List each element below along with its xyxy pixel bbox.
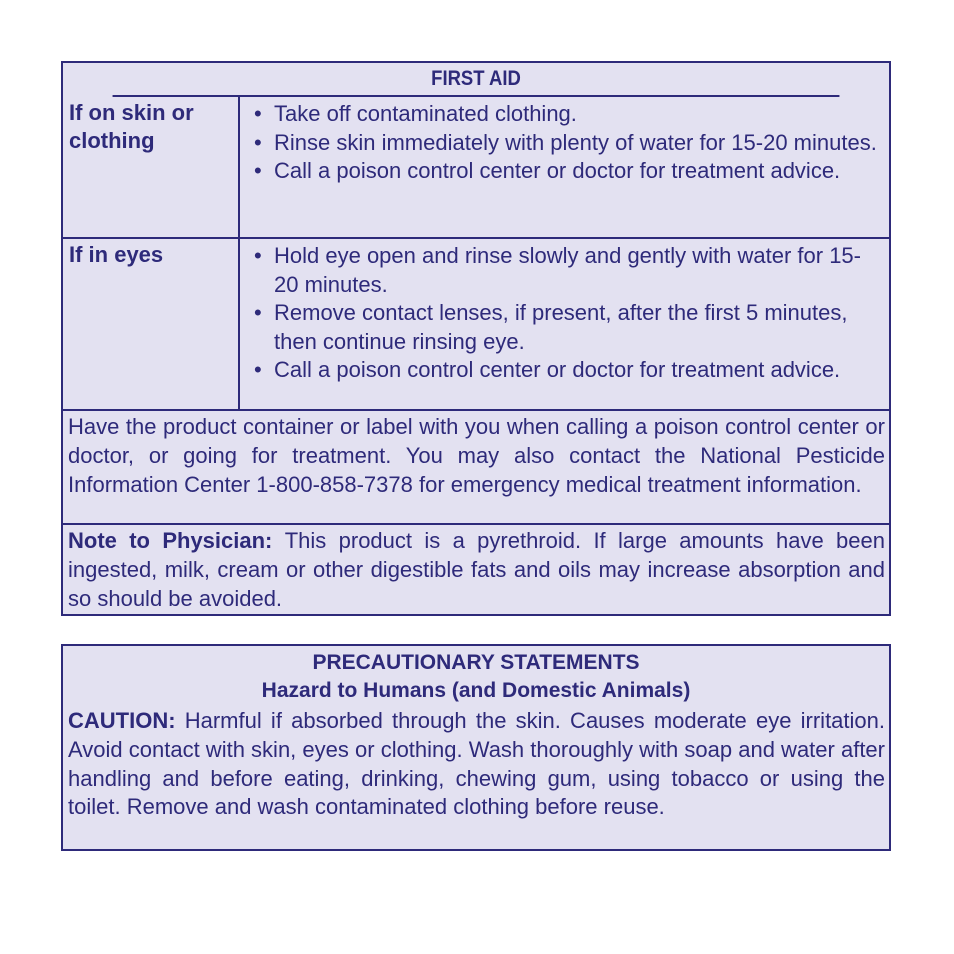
first-aid-panel [61, 61, 891, 616]
precautionary-title: PRECAUTIONARY STATEMENTS [312, 651, 640, 674]
eyes-instruction-item: • Hold eye open and rinse slowly and gently with water for 15-20 minutes. [254, 242, 881, 299]
skin-instructions [240, 97, 889, 237]
skin-instruction-item: • Call a poison control center or doctor for treatment advice. [254, 157, 881, 186]
caution-statement [63, 705, 889, 824]
caution-text: Harmful if absorbed through the skin. Causes moderate eye irritation. Avoid contact with skin, eyes or clothing. Wash thoroughly with soap and water after handling and before eating, drinking, chewing gum, using tobacco or using the toilet. Remove and wash contaminated clothing before reuse. [68, 708, 885, 820]
note-text: This product is a pyrethroid. If large amounts have been ingested, milk, cream or other digestible fats and oils may increase absorption and so should be avoided. [68, 528, 885, 611]
skin-label: If on skin or clothing [63, 97, 240, 237]
skin-instruction-item: • Rinse skin immediately with plenty of water for 15-20 minutes. [254, 129, 881, 158]
eyes-instruction-item: • Call a poison control center or doctor for treatment advice. [254, 356, 881, 385]
eyes-instruction-item: • Remove contact lenses, if present, after the first 5 minutes, then continue rinsing eye. [254, 299, 881, 356]
note-to-physician [63, 525, 889, 615]
skin-row [63, 97, 889, 239]
eyes-row [63, 239, 889, 411]
eyes-label: If in eyes [63, 239, 240, 409]
first-aid-title: FIRST AID [113, 63, 840, 97]
hazard-subtitle: Hazard to Humans (and Domestic Animals) [261, 679, 691, 702]
precautionary-panel [61, 644, 891, 851]
eyes-instructions [240, 239, 889, 409]
caution-label: CAUTION: [68, 708, 185, 733]
note-label: Note to Physician: [68, 528, 285, 553]
poison-control-info: Have the product container or label with you when calling a poison control center or doctor, or going for treatment. You may also contact the National Pesticide Information Center 1-800-858-7378 for emergency medical treatment information. [63, 411, 889, 525]
skin-instruction-item: • Take off contaminated clothing. [254, 100, 881, 129]
